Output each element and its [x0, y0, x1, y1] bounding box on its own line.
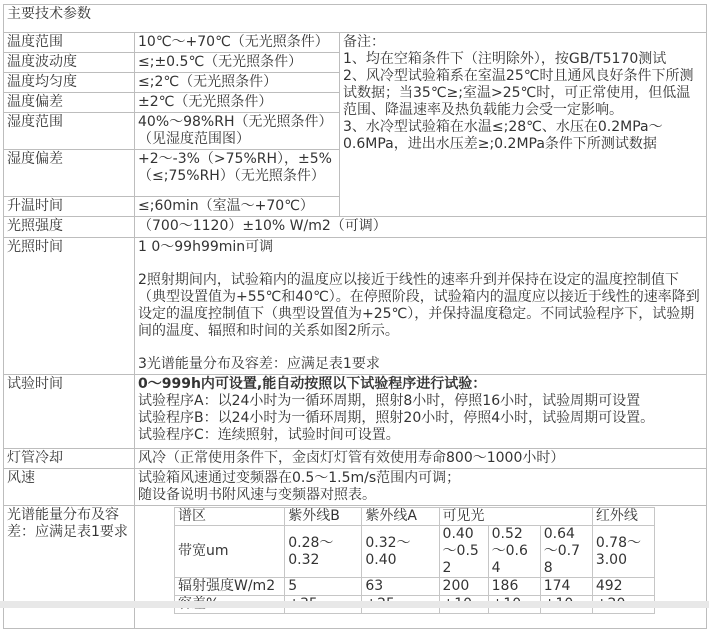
light-time-value: [135, 238, 707, 375]
spectrum-uvb-header: 紫外线B: [285, 508, 362, 526]
spectrum-header-row: [175, 508, 655, 526]
lamp-cooling-label: 灯管冷却: [4, 449, 135, 469]
heatup-time-value: ≤;60min（室温～+70℃）: [135, 197, 340, 217]
humidity-range-label: 湿度范围: [4, 113, 135, 150]
wind-speed-line-2: 随设备说明书附风速与变频器对照表。: [138, 487, 376, 503]
light-time-line-1: 1 0～99h99min可调: [138, 239, 274, 255]
wind-speed-row: [4, 469, 707, 506]
bandwidth-label: 带宽um: [175, 526, 285, 578]
spectrum-uva-header: 紫外线A: [362, 508, 439, 526]
temp-range-row: [4, 33, 707, 53]
spectrum-value: [135, 506, 707, 629]
light-time-row: [4, 238, 707, 375]
remarks-title: 备注：: [343, 34, 385, 50]
test-time-label: 试验时间: [4, 375, 135, 449]
test-program-c: 试验程序C：连续照射，试验时间可设置。: [138, 427, 400, 443]
test-program-a: 试验程序A：以24小时为一循环周期，照射8小时，停照16小时，试验周期可设置: [138, 393, 641, 409]
irradiance-vis3: 174: [540, 578, 592, 596]
spectrum-row: [4, 506, 707, 629]
light-time-line-3: 3光谱能量分布及容差：应满足表1要求: [138, 356, 380, 372]
main-spec-table: [3, 4, 707, 629]
spectrum-visible-header: 可见光: [439, 508, 592, 526]
spectrum-band-header: 谱区: [175, 508, 285, 526]
temp-deviation-label: 温度偏差: [4, 93, 135, 113]
temp-range-label: 温度范围: [4, 33, 135, 53]
light-intensity-value: （700～1120）±10% W/m2（可调）: [135, 217, 707, 238]
irradiance-vis2: 186: [488, 578, 540, 596]
irradiance-uvb: 5: [285, 578, 362, 596]
remark-item-3: 3、水冷型试验箱在水温≤;28℃、水压在0.2MPa～0.6MPa，进出水压差≥;0.2MPa条件下所测试数据: [343, 119, 663, 152]
remark-item-1: 1、均在空箱条件下（注明除外），按GB/T5170测试: [343, 51, 667, 67]
bandwidth-row: [175, 526, 655, 578]
page-title: 主要技术参数: [4, 5, 707, 33]
spectrum-label: 光谱能量分布及容差：应满足表1要求: [4, 506, 135, 629]
light-intensity-row: [4, 217, 707, 238]
test-time-headline: 0～999h内可设置,能自动按照以下试验程序进行试验：: [138, 376, 487, 392]
wind-speed-line-1: 试验箱风速通过变频器在0.5～1.5m/s范围内可调；: [138, 470, 461, 486]
page-bottom-strip: [0, 601, 709, 608]
light-time-paragraph-2: 2照射期间内，试验箱内的温度应以接近于线性的速率升到并保持在设定的温度控制值下（典型设置值为+55℃和40℃）。在停照阶段，试验箱内的温度应以接近于线性的速率降到设定的温度控制值下（典型设置值为+25℃），并保持温度稳定。不同试验程序下，试验期间的温度、辐照和时间的关系如图2所示。: [138, 272, 700, 339]
temp-fluctuation-label: 温度波动度: [4, 53, 135, 73]
irradiance-vis1: 200: [439, 578, 488, 596]
remark-item-2: 2、风冷型试验箱系在室温25℃时且通风良好条件下所测试数据；当35℃≥;室温>25℃时，可正常使用，但低温范围、降温速率及热负载能力会受一定影响。: [343, 68, 694, 118]
temp-range-value: 10℃～+70℃（无光照条件）: [135, 33, 340, 53]
bandwidth-vis1: 0.40～0.52: [439, 526, 488, 578]
heatup-time-label: 升温时间: [4, 197, 135, 217]
irradiance-label: 辐射强度W/m2: [175, 578, 285, 596]
humidity-deviation-label: 湿度偏差: [4, 150, 135, 197]
lamp-cooling-value: 风冷（正常使用条件下，金卤灯灯管有效使用寿命800～1000小时）: [135, 449, 707, 469]
temp-uniformity-value: ≤;2℃（无光照条件）: [135, 73, 340, 93]
spectrum-table: [174, 507, 655, 614]
bandwidth-vis3: 0.64～0.78: [540, 526, 592, 578]
bandwidth-uva: 0.32～0.40: [362, 526, 439, 578]
temp-deviation-value: ±2℃（无光照条件）: [135, 93, 340, 113]
temp-uniformity-label: 温度均匀度: [4, 73, 135, 93]
lamp-cooling-row: [4, 449, 707, 469]
irradiance-row: [175, 578, 655, 596]
irradiance-ir: 492: [592, 578, 654, 596]
humidity-range-value: 40%～98%RH（无光照条件）（见湿度范围图）: [135, 113, 340, 150]
test-program-b: 试验程序B：以24小时为一循环周期，照射20小时，停照4小时，试验周期可设置。: [138, 410, 655, 426]
bandwidth-ir: 0.78～3.00: [592, 526, 654, 578]
wind-speed-label: 风速: [4, 469, 135, 506]
bandwidth-vis2: 0.52～0.64: [488, 526, 540, 578]
test-time-row: [4, 375, 707, 449]
irradiance-uva: 63: [362, 578, 439, 596]
humidity-deviation-value: +2～-3%（>75%RH），±5%（≤;75%RH）（无光照条件）: [135, 150, 340, 197]
bandwidth-uvb: 0.28～0.32: [285, 526, 362, 578]
temp-fluctuation-value: ≤;±0.5℃（无光照条件）: [135, 53, 340, 73]
header-row: [4, 5, 707, 33]
test-time-value: [135, 375, 707, 449]
light-time-label: 光照时间: [4, 238, 135, 375]
wind-speed-value: [135, 469, 707, 506]
remarks-cell: [340, 33, 707, 217]
spectrum-infrared-header: 红外线: [592, 508, 654, 526]
light-intensity-label: 光照强度: [4, 217, 135, 238]
